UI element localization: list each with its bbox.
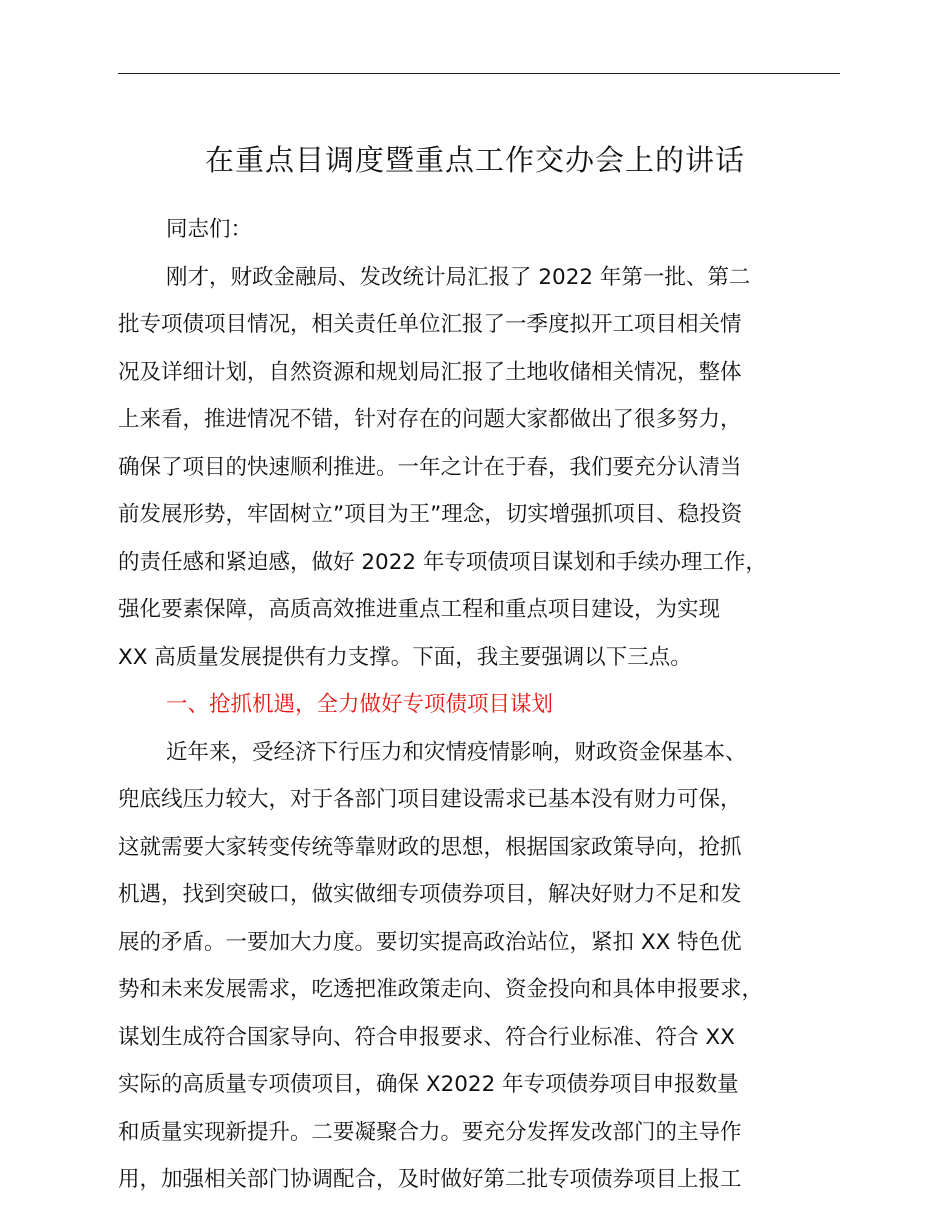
paragraph-line: 况及详细计划，自然资源和规划局汇报了土地收储相关情况，整体 <box>118 359 742 385</box>
paragraph-line: 同志们： <box>166 217 253 242</box>
document-title: 在重点目调度暨重点工作交办会上的讲话 <box>204 143 745 177</box>
paragraph-line: 谋划生成符合国家导向、符合申报要求、符合行业标准、符合 XX <box>118 1024 735 1050</box>
paragraph-line: 展的矛盾。一要加大力度。要切实提高政治站位，紧扣 XX 特色优 <box>118 929 742 955</box>
paragraph-line: 强化要素保障，高质高效推进重点工程和重点项目建设，为实现 <box>118 597 721 622</box>
section-heading: 一、抢抓机遇，全力做好专项债项目谋划 <box>166 692 554 717</box>
paragraph-line: 用，加强相关部门协调配合，及时做好第二批专项债券项目上报工 <box>118 1167 742 1192</box>
paragraph-line: 前发展形势，牢固树立”项目为王”理念，切实增强抓项目、稳投资 <box>118 502 743 527</box>
header-rule <box>118 73 840 74</box>
document-body <box>118 206 840 1204</box>
paragraph-line: XX 高质量发展提供有力支撑。下面，我主要强调以下三点。 <box>118 644 692 670</box>
paragraph-line: 兜底线压力较大，对于各部门项目建设需求已基本没有财力可保， <box>118 787 742 812</box>
paragraph-line: 的责任感和紧迫感，做好 2022 年专项债项目谋划和手续办理工作， <box>118 549 767 575</box>
paragraph-line: 势和未来发展需求，吃透把准政策走向、资金投向和具体申报要求， <box>118 977 764 1002</box>
paragraph-line: 近年来，受经济下行压力和灾情疫情影响，财政资金保基本、 <box>166 739 747 765</box>
paragraph-line: 确保了项目的快速顺利推进。一年之计在于春，我们要充分认清当 <box>118 454 742 480</box>
paragraph-line: 和质量实现新提升。二要凝聚合力。要充分发挥发改部门的主导作 <box>118 1119 742 1145</box>
paragraph-line: 上来看，推进情况不错，针对存在的问题大家都做出了很多努力， <box>118 407 742 432</box>
paragraph-line: 实际的高质量专项债项目，确保 X2022 年专项债券项目申报数量 <box>118 1072 739 1097</box>
paragraph-line: 这就需要大家转变传统等靠财政的思想，根据国家政策导向，抢抓 <box>118 834 742 860</box>
paragraph-line: 批专项债项目情况，相关责任单位汇报了一季度拟开工项目相关情 <box>118 312 742 337</box>
paragraph-line: 刚才，财政金融局、发改统计局汇报了 2022 年第一批、第二 <box>166 264 751 290</box>
paragraph-line: 机遇，找到突破口，做实做细专项债券项目，解决好财力不足和发 <box>118 882 742 907</box>
